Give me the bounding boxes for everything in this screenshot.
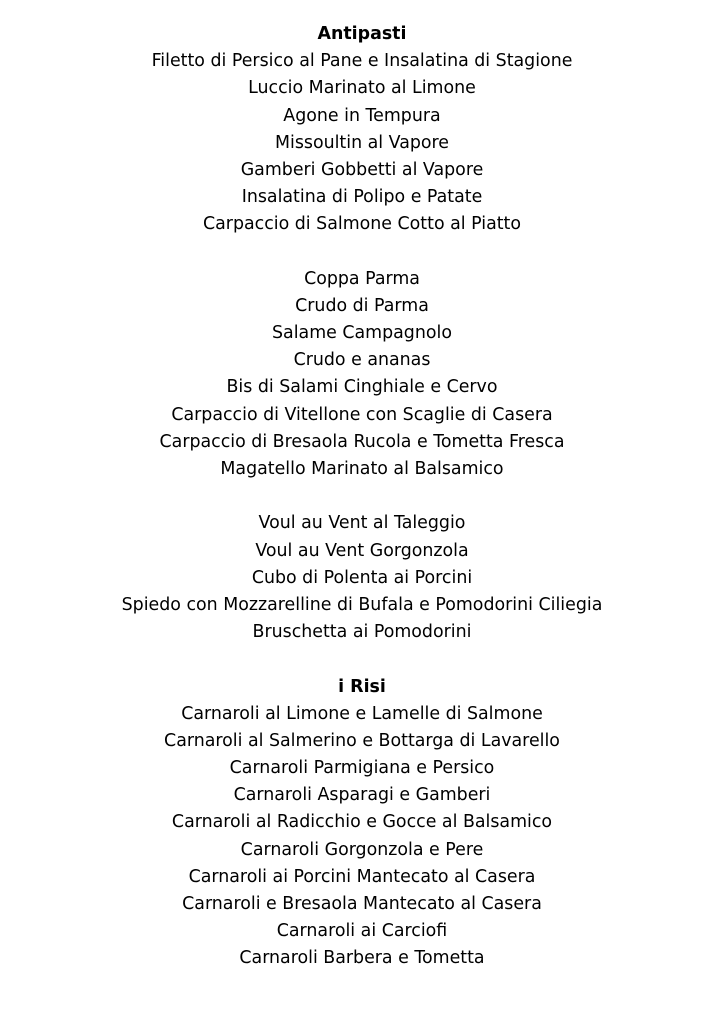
menu-item: Agone in Tempura <box>283 105 441 126</box>
menu-item: Luccio Marinato al Limone <box>248 78 476 99</box>
menu-item: Gamberi Gobbetti al Vapore <box>240 159 484 180</box>
menu-item: Filetto di Persico al Pane e Insalatina di Stagione <box>151 51 573 72</box>
menu-item: Cubo di Polenta ai Porcini <box>251 567 473 588</box>
menu-item: Spiedo con Mozzarelline di Bufala e Pomodorini Ciliegia <box>121 594 603 615</box>
menu-item: Insalatina di Polipo e Patate <box>241 187 483 208</box>
menu-item: Carnaroli Barbera e Tometta <box>239 948 485 969</box>
menu-item: Bruschetta ai Pomodorini <box>252 622 472 643</box>
menu-item: Voul au Vent Gorgonzola <box>255 540 469 561</box>
menu-item: Carnaroli ai Porcini Mantecato al Casera <box>188 866 536 887</box>
antipasti-section <box>0 21 724 646</box>
menu-item: Carnaroli al Salmerino e Bottarga di Lavarello <box>164 730 560 751</box>
menu-item: Bis di Salami Cinghiale e Cervo <box>226 377 498 398</box>
menu-item: Crudo di Parma <box>295 295 429 316</box>
menu-item: Salame Campagnolo <box>272 323 452 344</box>
menu-item: Carnaroli Gorgonzola e Pere <box>240 839 484 860</box>
antipasti-group-fish <box>0 48 724 238</box>
menu-item: Voul au Vent al Taleggio <box>258 513 466 534</box>
menu-page <box>0 21 724 973</box>
antipasti-group-cured-meats <box>0 266 724 484</box>
antipasti-heading: Antipasti <box>317 24 407 44</box>
section-gap <box>0 483 724 510</box>
menu-item: Carnaroli e Bresaola Mantecato al Casera <box>182 894 542 914</box>
menu-item: Carnaroli Parmigiana e Persico <box>229 758 495 779</box>
menu-item: Crudo e ananas <box>293 350 431 371</box>
menu-item: Carnaroli ai Carciofi <box>276 921 448 942</box>
risi-section <box>0 674 724 973</box>
section-gap <box>0 646 724 673</box>
menu-item: Carnaroli al Radicchio e Gocce al Balsamico <box>171 812 553 833</box>
risi-heading: i Risi <box>338 676 386 697</box>
menu-item: Coppa Parma <box>304 268 420 289</box>
menu-item: Magatello Marinato al Balsamico <box>220 459 504 479</box>
antipasti-group-hot <box>0 510 724 646</box>
menu-item: Carpaccio di Salmone Cotto al Piatto <box>203 214 521 235</box>
menu-item: Missoultin al Vapore <box>274 132 450 153</box>
menu-item: Carpaccio di Bresaola Rucola e Tometta Fresca <box>159 431 565 452</box>
section-gap <box>0 239 724 266</box>
menu-item: Carnaroli al Limone e Lamelle di Salmone <box>181 703 543 724</box>
menu-item: Carpaccio di Vitellone con Scaglie di Casera <box>171 404 553 425</box>
menu-item: Carnaroli Asparagi e Gamberi <box>233 785 491 806</box>
